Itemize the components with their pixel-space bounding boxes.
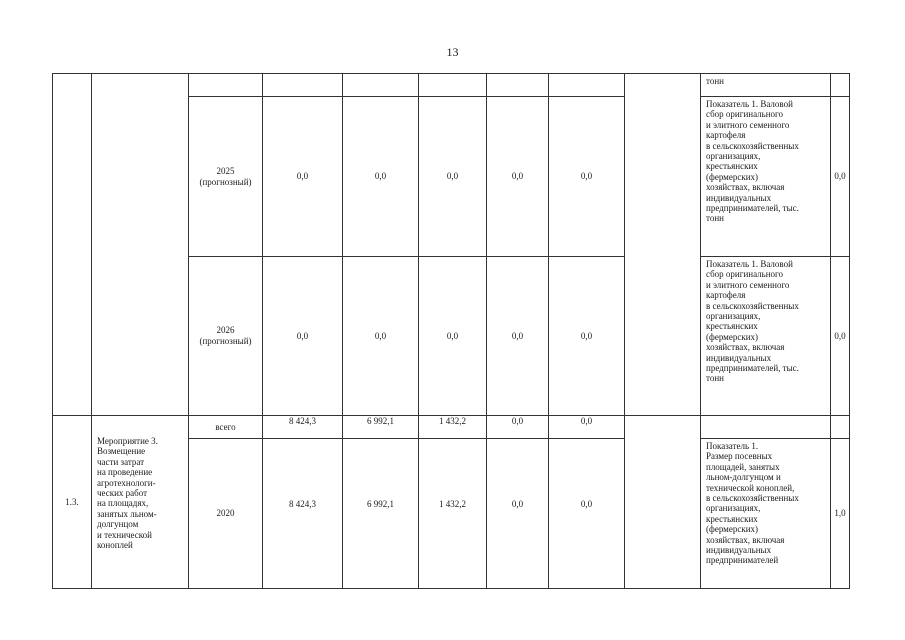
total-value: 6 992,1 (367, 415, 394, 426)
year-cell: 2020 (216, 508, 235, 518)
value-cell: 1 432,2 (439, 499, 466, 509)
value-cell: 0,0 (580, 171, 593, 181)
value-cell: 0,0 (374, 171, 387, 181)
indicator-value: 1,0 (834, 508, 846, 518)
row-divider (700, 256, 849, 257)
event-name: Мероприятие 3. Возмещение части затрат на проведение агротехнологи- ческих работ на площадях, занятых льном- долгунцом и технической коноплей (97, 436, 158, 551)
indicator-text-continued: тонн (706, 76, 724, 86)
value-cell: 0,0 (580, 499, 593, 509)
row-divider (700, 96, 849, 97)
value-cell: 0,0 (446, 330, 459, 341)
value-cell: 0,0 (446, 171, 459, 181)
value-cell: 0,0 (374, 330, 387, 341)
year-cell: 2025 (прогнозный) (199, 165, 252, 187)
value-cell: 0,0 (296, 171, 309, 181)
value-cell: 8 424,3 (289, 499, 316, 509)
indicator-text: Показатель 1. Валовой сбор оригинального и элитного семенного картофеля в сельскохозяйственных организациях, крестьянских (фермерских) хозяйствах, включая индивидуальных предпринимателей, тыс. тонн (706, 259, 799, 384)
indicator-text: Показатель 1. Размер посевных площадей, занятых льном-долгунцом и технической коноплей, в сельскохозяйственных организациях, крестьянских (фермерских) хозяйствах, включая индивидуальных предпринимателей (706, 441, 799, 566)
table-border-top (52, 73, 849, 74)
value-cell: 0,0 (511, 171, 524, 181)
year-cell: 2026 (прогнозный) (199, 325, 252, 346)
total-value: 8 424,3 (289, 415, 316, 426)
total-value: 1 432,2 (439, 415, 466, 426)
total-label: всего (215, 421, 236, 432)
value-cell: 0,0 (511, 499, 524, 509)
indicator-value: 0,0 (834, 330, 846, 341)
col-divider (700, 73, 701, 589)
value-cell: 0,0 (511, 330, 524, 341)
value-cell: 0,0 (296, 330, 309, 341)
page-number: 13 (446, 45, 459, 59)
row-divider (700, 438, 849, 439)
value-cell: 0,0 (580, 330, 593, 341)
total-value: 0,0 (511, 415, 524, 426)
table-border-bottom (52, 588, 849, 589)
value-cell: 6 992,1 (367, 499, 394, 509)
event-number: 1.3. (65, 496, 79, 507)
col-divider (91, 73, 92, 589)
indicator-value: 0,0 (834, 171, 846, 181)
total-value: 0,0 (580, 415, 593, 426)
table-border-right (849, 73, 850, 589)
indicator-text: Показатель 1. Валовой сбор оригинального и элитного семенного картофеля в сельскохозяйственных организациях, крестьянских (фермерских) хозяйствах, включая индивидуальных предпринимателей, тыс. тонн (706, 99, 799, 224)
col-divider (624, 73, 625, 589)
